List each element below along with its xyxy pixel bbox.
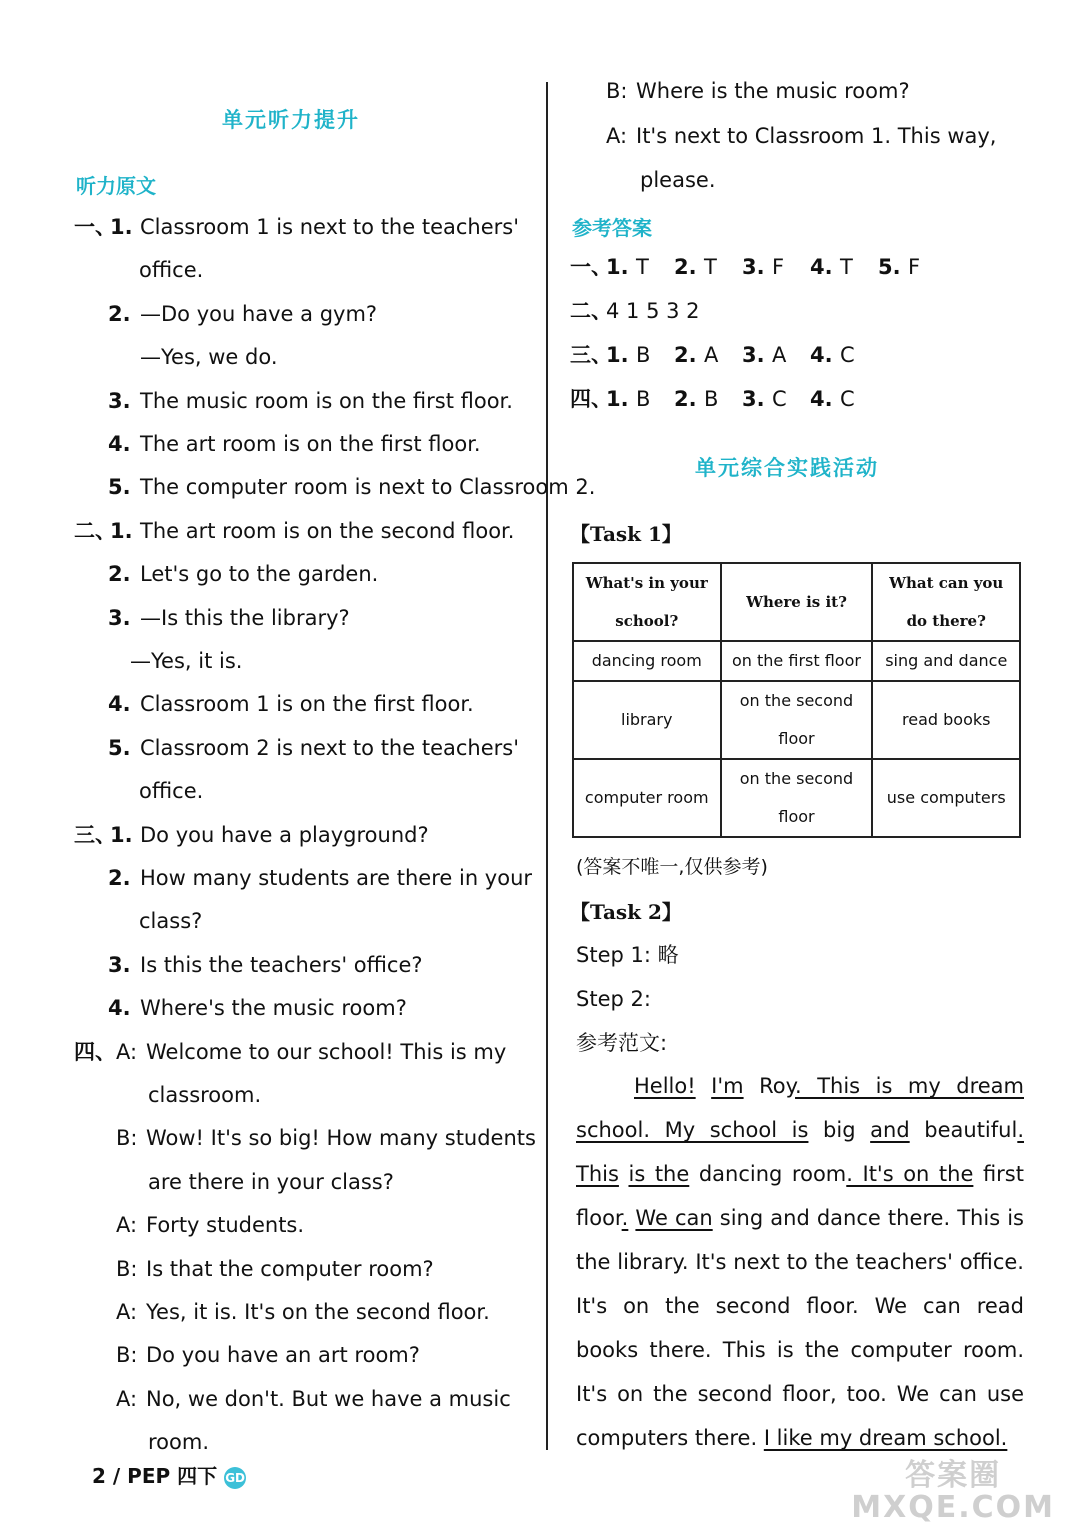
transcript-line: —Is this the library? [140, 605, 350, 630]
answer-value: T [636, 255, 649, 279]
sample-label: 参考范文: [576, 1031, 668, 1055]
transcript-line: office. [139, 779, 204, 804]
answer-value: F [772, 255, 785, 279]
essay-underlined-text: . [621, 1206, 629, 1230]
section-title-listening: 单元听力提升 [222, 108, 360, 132]
essay-underlined-text: I like my dream school. [763, 1426, 1008, 1450]
watermark: 答案圈 MXQE.COM [851, 1458, 1055, 1525]
item-number: 4. [108, 692, 131, 717]
answer-number: 2. [674, 343, 697, 367]
dialogue-line: Welcome to our school! This is my [146, 1039, 507, 1064]
item-number: 2. [108, 562, 131, 587]
item-number: 3. [108, 605, 131, 630]
item-number: 1. [110, 215, 133, 239]
transcript-line: Is this the teachers' office? [140, 952, 423, 977]
item-number: 3. [108, 388, 131, 413]
answer-value: B [636, 343, 651, 367]
speaker-label: A: [116, 1386, 138, 1411]
table-cell: on the first floor [721, 641, 873, 681]
answer-note: (答案不唯一,仅供参考) [576, 856, 768, 878]
item-number: 1. [110, 518, 133, 543]
speaker-label: B: [116, 1126, 138, 1151]
item-number: 2. [108, 301, 131, 326]
table-cell: library [573, 681, 721, 759]
subhead-answers: 参考答案 [572, 216, 652, 240]
book-label: PEP 四下 [127, 1464, 218, 1488]
transcript-line: Do you have a playground? [140, 822, 429, 847]
transcript-line: How many students are there in your [140, 866, 533, 890]
answer-number: 3. [742, 343, 765, 367]
subhead-transcript: 听力原文 [76, 174, 156, 198]
table-row [573, 681, 1020, 759]
answer-value: C [840, 343, 855, 367]
answer-number: 2. [674, 387, 697, 411]
essay-underlined-text: . It's on the [846, 1162, 974, 1186]
table-header-row [573, 563, 1020, 641]
answer-value: C [840, 387, 855, 411]
table-cell: computer room [573, 759, 721, 837]
transcript-line: The computer room is next to Classroom 2. [140, 475, 596, 500]
item-number: 4. [108, 996, 131, 1021]
table-cell: read books [872, 681, 1020, 759]
table-header: What can you do there? [872, 563, 1020, 641]
task1-label: 【Task 1】 [570, 522, 682, 546]
item-number: 3. [108, 952, 131, 977]
answer-marker: 一、 [570, 255, 612, 279]
answer-value: T [840, 255, 853, 279]
dialogue-line: please. [640, 168, 716, 192]
essay-underlined-text: I'm [711, 1074, 744, 1098]
table-cell: dancing room [573, 641, 721, 681]
essay-underlined-text: is the [628, 1162, 690, 1186]
section-marker: 二、 [74, 518, 116, 543]
table-header: Where is it? [721, 563, 873, 641]
dialogue-line: Where is the music room? [636, 79, 910, 103]
answer-number: 1. [606, 255, 629, 279]
essay-text: first floor [576, 1162, 1024, 1230]
dialogue-line: Wow! It's so big! How many students [146, 1126, 536, 1151]
dialogue-line: classroom. [148, 1083, 262, 1107]
answer-value: B [636, 387, 651, 411]
speaker-label: A: [116, 1300, 138, 1324]
page-number: 2 [92, 1464, 106, 1488]
answer-value: B [704, 387, 719, 411]
answer-number: 4. [810, 343, 833, 367]
item-number: 4. [108, 432, 131, 456]
transcript-line: —Yes, we do. [140, 345, 278, 370]
speaker-label: B: [116, 1343, 138, 1368]
transcript-line: Where's the music room? [140, 996, 407, 1021]
transcript-line: class? [139, 909, 203, 934]
essay-text [696, 1074, 712, 1098]
essay-text: Roy [743, 1074, 796, 1098]
answer-number: 3. [742, 387, 765, 411]
sample-essay [576, 1064, 1024, 1460]
answer-marker: 二、 [570, 299, 612, 323]
dialogue-line: No, we don't. But we have a music [146, 1386, 511, 1411]
edition-badge: GD [224, 1467, 246, 1489]
item-number: 1. [110, 822, 133, 847]
step2: Step 2: [576, 987, 651, 1011]
transcript-line: Classroom 1 is next to the teachers' [140, 215, 519, 239]
essay-underlined-text: We can [635, 1206, 713, 1230]
section-title-practice: 单元综合实践活动 [695, 456, 879, 480]
transcript-line: office. [139, 258, 204, 283]
answer-sequence: 4 1 5 3 2 [606, 299, 700, 323]
essay-underlined-text: school. My school is [576, 1118, 809, 1142]
transcript-line: The music room is on the first floor. [140, 388, 513, 413]
answer-number: 3. [742, 255, 765, 279]
answer-marker: 三、 [570, 343, 612, 367]
transcript-line: The art room is on the second floor. [140, 518, 515, 543]
transcript-line: —Do you have a gym? [140, 301, 378, 326]
essay-text: sing and dance there. This is the library. It's next to the teachers' office. It's on the second floor. We can read books there. This is the computer room. It's on the second floor, too. We can use computers there. [576, 1206, 1024, 1450]
speaker-label: A: [116, 1039, 138, 1064]
transcript-line: Let's go to the garden. [140, 562, 379, 587]
table-cell: use computers [872, 759, 1020, 837]
dialogue-line: room. [148, 1430, 210, 1455]
dialogue-line: Do you have an art room? [146, 1343, 420, 1368]
column-divider [546, 82, 548, 1450]
essay-text: big [808, 1118, 871, 1142]
dialogue-line: are there in your class? [148, 1169, 394, 1194]
answer-number: 4. [810, 255, 833, 279]
answer-value: A [704, 343, 719, 367]
dialogue-line: Yes, it is. It's on the second floor. [146, 1300, 490, 1324]
section-marker: 四、 [74, 1039, 116, 1064]
speaker-label: A: [606, 123, 628, 148]
table-cell: on the second floor [721, 759, 873, 837]
answer-number: 5. [878, 255, 901, 279]
section-marker: 一、 [74, 215, 116, 239]
answer-marker: 四、 [570, 387, 612, 411]
transcript-line: Classroom 1 is on the first floor. [140, 692, 474, 717]
speaker-label: A: [116, 1213, 138, 1238]
task2-label: 【Task 2】 [570, 900, 682, 924]
task1-table [572, 562, 1021, 838]
essay-underlined-text: . This is my dream [795, 1074, 1024, 1098]
transcript-line: —Yes, it is. [130, 649, 243, 673]
table-header: What's in your school? [573, 563, 721, 641]
step1: Step 1: 略 [576, 943, 679, 967]
speaker-label: B: [606, 79, 628, 103]
speaker-label: B: [116, 1256, 138, 1281]
dialogue-line: Is that the computer room? [146, 1256, 434, 1281]
section-marker: 三、 [74, 822, 116, 847]
table-cell: on the second floor [721, 681, 873, 759]
answer-number: 1. [606, 343, 629, 367]
item-number: 5. [108, 475, 131, 500]
page-footer: 2 / PEP 四下 GD [92, 1464, 245, 1488]
answer-value: A [772, 343, 787, 367]
essay-text: dancing room [689, 1162, 847, 1186]
answer-value: C [772, 387, 787, 411]
answer-value: F [908, 255, 921, 279]
essay-underlined-text: and [870, 1118, 910, 1142]
item-number: 2. [108, 866, 131, 890]
answer-value: T [704, 255, 717, 279]
transcript-line: Classroom 2 is next to the teachers' [140, 735, 519, 760]
answer-number: 1. [606, 387, 629, 411]
dialogue-line: Forty students. [146, 1213, 305, 1238]
item-number: 5. [108, 735, 131, 760]
transcript-line: The art room is on the first floor. [140, 432, 481, 456]
dialogue-line: It's next to Classroom 1. This way, [636, 123, 997, 148]
essay-underlined-text: Hello! [634, 1074, 696, 1098]
table-row [573, 759, 1020, 837]
table-cell: sing and dance [872, 641, 1020, 681]
table-row [573, 641, 1020, 681]
answer-number: 4. [810, 387, 833, 411]
essay-text: beautiful [909, 1118, 1018, 1142]
essay-underlined-text: . This [576, 1118, 1024, 1186]
answer-number: 2. [674, 255, 697, 279]
